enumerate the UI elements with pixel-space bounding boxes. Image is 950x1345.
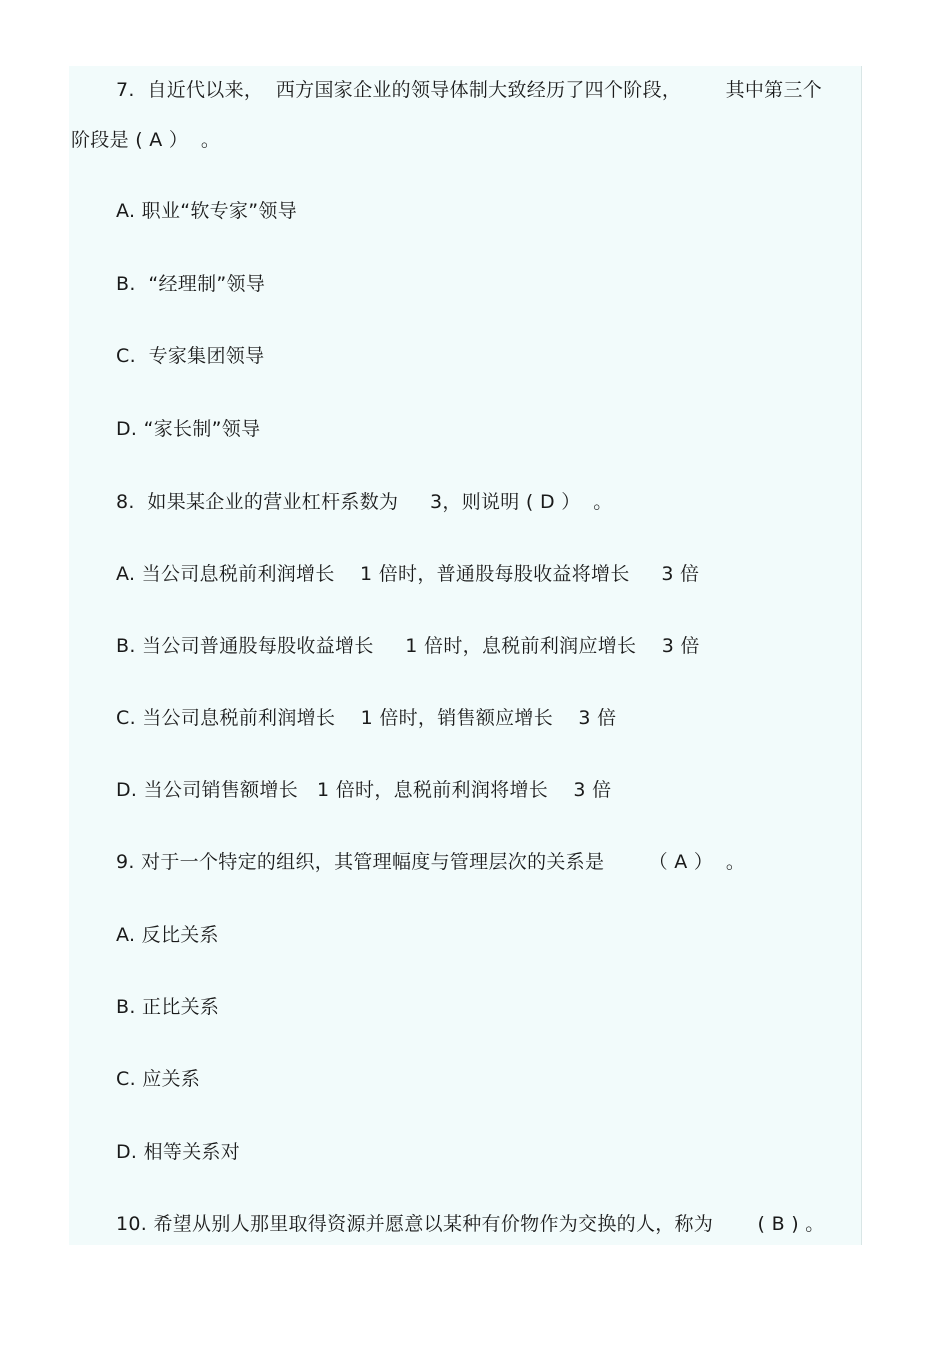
question-8-option-a: A. 当公司息税前利润增长 1 倍时，普通股每股收益将增长 3 倍: [116, 563, 700, 585]
question-9-option-b: B. 正比关系: [116, 996, 220, 1018]
question-9-option-a: A. 反比关系: [116, 924, 219, 946]
question-8-option-d: D. 当公司销售额增长 1 倍时，息税前利润将增长 3 倍: [116, 779, 612, 801]
question-8-option-b: B. 当公司普通股每股收益增长 1 倍时，息税前利润应增长 3 倍: [116, 635, 700, 657]
question-7-option-a: A. 职业“软专家”领导: [116, 200, 298, 222]
question-9-option-d: D. 相等关系对: [116, 1141, 241, 1163]
question-8-option-c: C. 当公司息税前利润增长 1 倍时，销售额应增长 3 倍: [116, 707, 617, 729]
question-10-stem: 10. 希望从别人那里取得资源并愿意以某种有价物作为交换的人，称为 ( B ) 。: [116, 1213, 825, 1235]
question-7-option-d: D. “家长制”领导: [116, 418, 261, 440]
question-7-option-b: B. “经理制”领导: [116, 273, 266, 295]
question-9-option-c: C. 应关系: [116, 1068, 201, 1090]
question-7-stem-line2: 阶段是 ( A ） 。: [71, 129, 221, 151]
question-9-stem: 9. 对于一个特定的组织，其管理幅度与管理层次的关系是 （ A ） 。: [116, 851, 746, 873]
question-7-stem-line1: 7. 自近代以来， 西方国家企业的领导体制大致经历了四个阶段， 其中第三个: [116, 79, 823, 101]
question-7-option-c: C. 专家集团领导: [116, 345, 265, 367]
question-8-stem: 8. 如果某企业的营业杠杆系数为 3，则说明 ( D ） 。: [116, 491, 613, 513]
